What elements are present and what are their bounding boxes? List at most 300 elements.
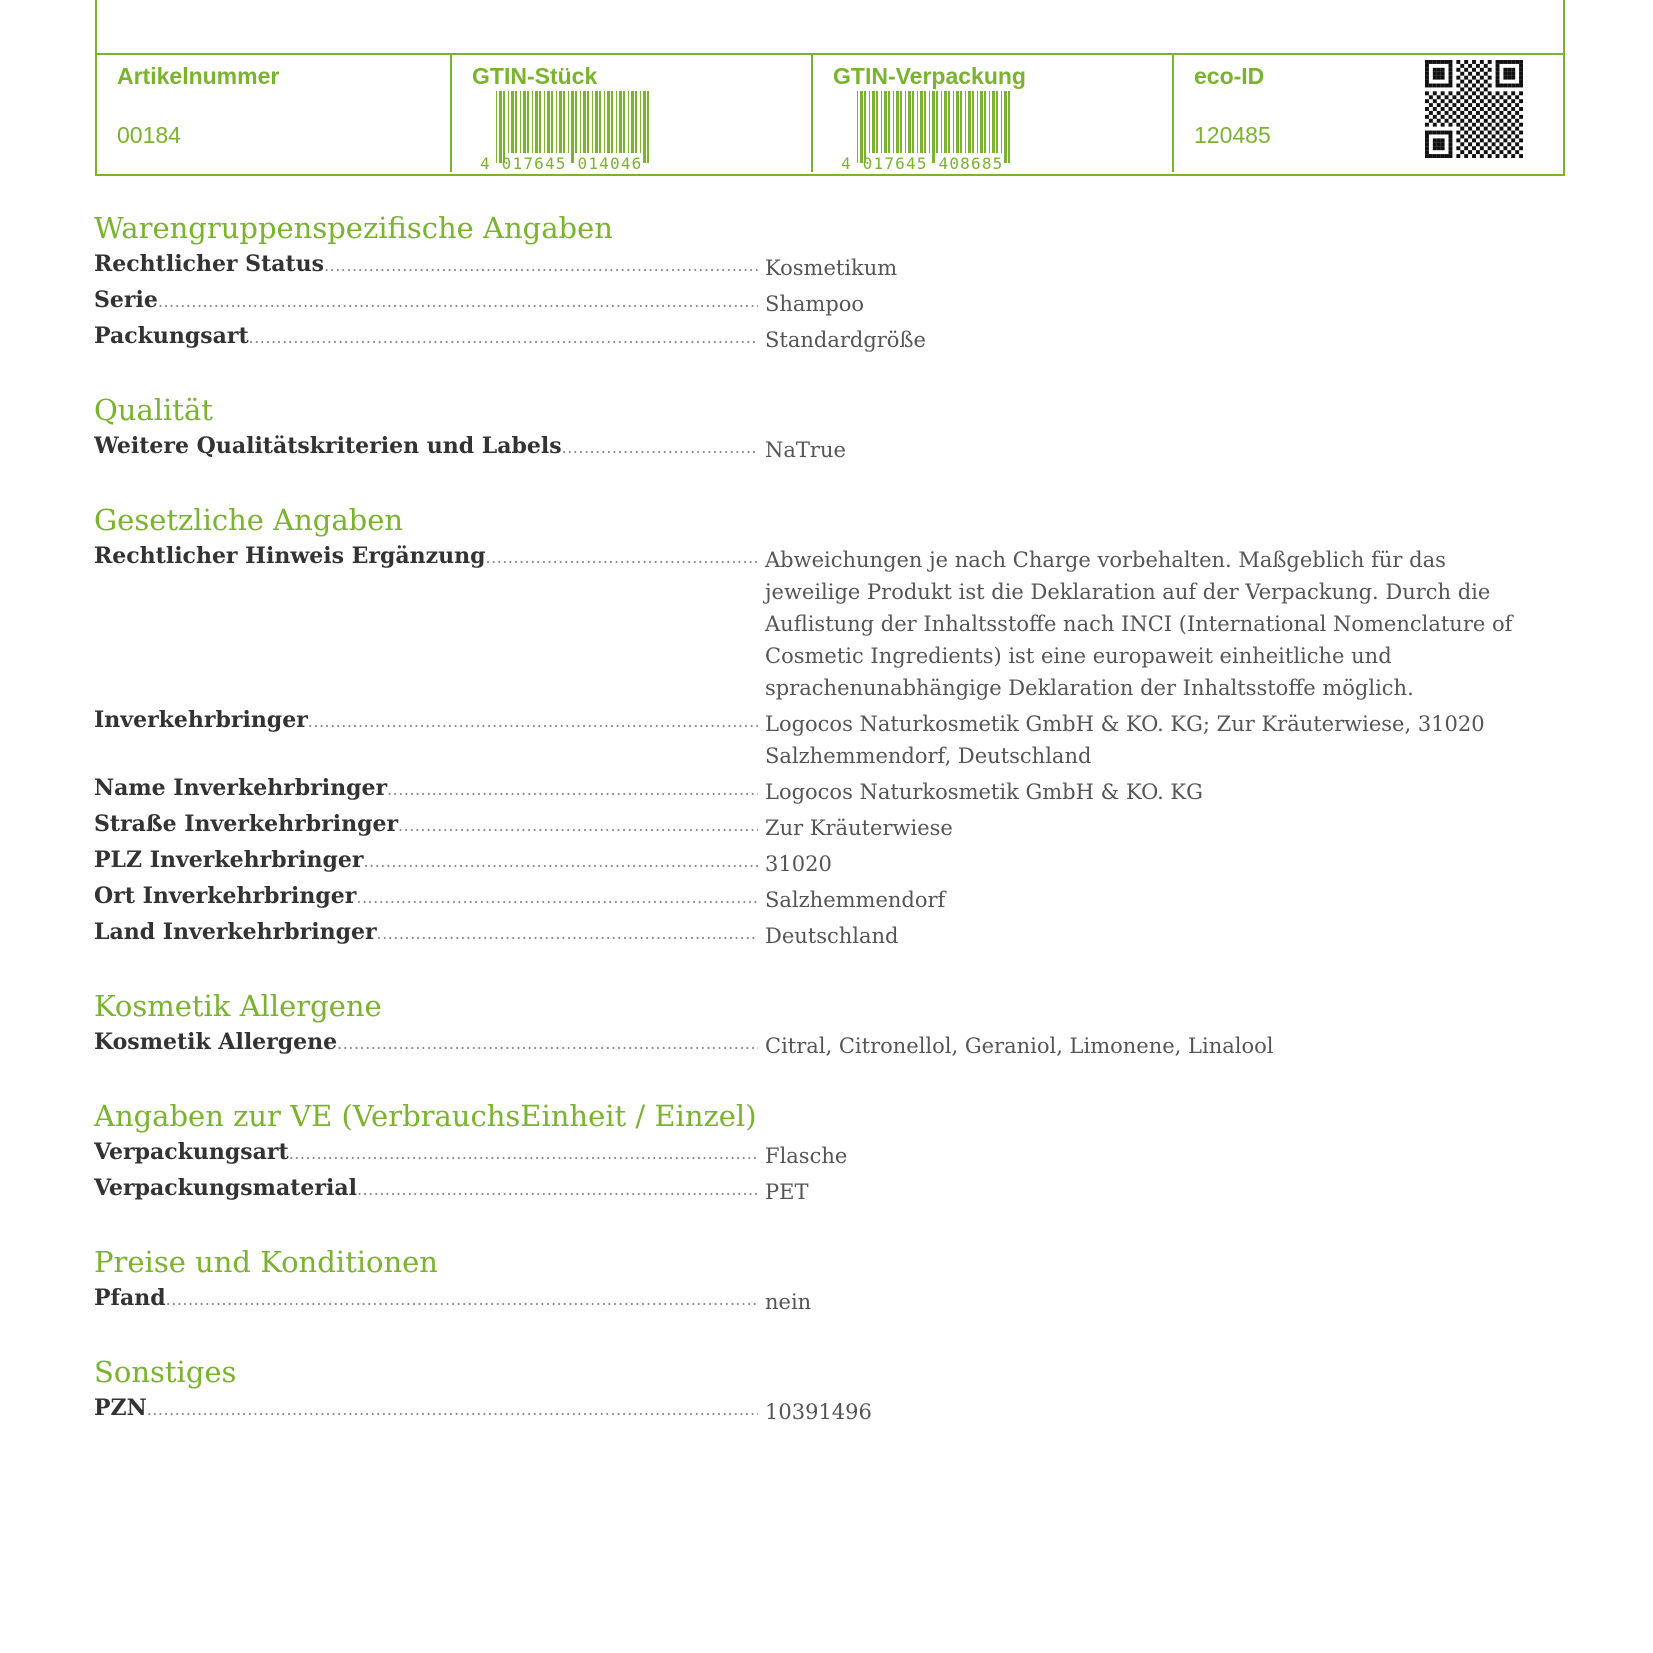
section-title: Sonstiges — [94, 1355, 237, 1389]
qr-module — [1503, 72, 1507, 76]
detail-label: Weitere Qualitätskriterien und Labels ..... — [94, 430, 758, 462]
barcode-bar — [607, 91, 610, 153]
qr-module — [1499, 95, 1503, 99]
qr-module — [1519, 146, 1523, 150]
qr-module — [1437, 95, 1441, 99]
section — [94, 500, 1534, 952]
qr-module — [1484, 142, 1488, 146]
qr-module — [1519, 64, 1523, 68]
qr-module — [1480, 154, 1484, 158]
qr-module — [1472, 146, 1476, 150]
qr-module — [1425, 115, 1429, 119]
qr-module — [1464, 76, 1468, 80]
qr-module — [1503, 76, 1507, 80]
qr-module — [1488, 154, 1492, 158]
qr-module — [1507, 134, 1511, 138]
qr-module — [1460, 142, 1464, 146]
barcode-bar — [508, 91, 509, 153]
barcode-bar — [905, 91, 906, 153]
qr-module — [1511, 72, 1515, 76]
section-title: Gesetzliche Angaben — [94, 503, 404, 537]
qr-module — [1492, 127, 1496, 131]
qr-module — [1519, 115, 1523, 119]
qr-module — [1468, 72, 1472, 76]
qr-module — [1480, 107, 1484, 111]
qr-module — [1437, 68, 1441, 72]
qr-module — [1449, 99, 1453, 103]
qr-module — [1484, 72, 1488, 76]
qr-module — [1445, 95, 1449, 99]
detail-row — [94, 808, 1534, 844]
artikelnummer-label: Artikelnummer — [117, 63, 280, 89]
qr-module — [1507, 72, 1511, 76]
qr-module — [1507, 111, 1511, 115]
qr-module — [1445, 84, 1449, 88]
qr-module — [1507, 95, 1511, 99]
qr-module — [1425, 84, 1429, 88]
barcode-bar — [616, 91, 617, 153]
qr-module — [1472, 154, 1476, 158]
qr-module — [1488, 91, 1492, 95]
barcode-bar — [511, 91, 514, 153]
detail-label: Inverkehrbringer ..... — [94, 704, 758, 736]
qr-module — [1468, 87, 1472, 91]
barcode-bars — [496, 91, 649, 163]
qr-module — [1519, 84, 1523, 88]
qr-module — [1441, 84, 1445, 88]
qr-module — [1425, 80, 1429, 84]
qr-module — [1496, 72, 1500, 76]
gtin-verpackung-barcode — [841, 91, 1021, 171]
qr-module — [1492, 103, 1496, 107]
section-title: Warengruppenspezifische Angaben — [94, 211, 613, 245]
qr-module — [1476, 142, 1480, 146]
barcode-bar — [580, 91, 581, 153]
barcode-bar — [611, 91, 613, 153]
qr-module — [1449, 91, 1453, 95]
barcode-bar — [523, 91, 526, 153]
qr-module — [1452, 103, 1456, 107]
detail-value: Deutschland — [765, 924, 899, 948]
barcode-bar — [893, 91, 894, 153]
detail-row — [94, 284, 1534, 320]
qr-module — [1507, 84, 1511, 88]
detail-value: Flasche — [765, 1144, 848, 1168]
qr-module — [1480, 91, 1484, 95]
qr-module — [1499, 111, 1503, 115]
qr-module — [1503, 91, 1507, 95]
qr-module — [1511, 68, 1515, 72]
qr-module — [1464, 123, 1468, 127]
qr-module — [1519, 99, 1523, 103]
qr-module — [1425, 107, 1429, 111]
qr-module — [1425, 60, 1429, 64]
qr-module — [1449, 84, 1453, 88]
qr-module — [1511, 146, 1515, 150]
qr-module — [1488, 146, 1492, 150]
qr-module — [1460, 72, 1464, 76]
barcode-bar — [948, 91, 950, 153]
qr-module — [1519, 76, 1523, 80]
barcode-bar — [920, 91, 923, 153]
qr-module — [1437, 60, 1441, 64]
barcode-bar — [539, 91, 541, 153]
detail-label: Kosmetik Allergene ..... — [94, 1026, 758, 1058]
qr-module — [1480, 68, 1484, 72]
detail-label: Rechtlicher Status ..... — [94, 248, 758, 280]
qr-module — [1437, 154, 1441, 158]
qr-module — [1456, 138, 1460, 142]
qr-module — [1496, 107, 1500, 111]
qr-module — [1507, 60, 1511, 64]
qr-module — [1499, 119, 1503, 123]
qr-module — [1472, 138, 1476, 142]
qr-module — [1464, 60, 1468, 64]
detail-value: nein — [765, 1290, 812, 1314]
qr-module — [1441, 146, 1445, 150]
qr-module — [1449, 146, 1453, 150]
qr-module — [1519, 91, 1523, 95]
barcode-bar — [520, 91, 521, 153]
qr-module — [1472, 84, 1476, 88]
qr-module — [1429, 60, 1433, 64]
detail-row — [94, 844, 1534, 880]
qr-module — [1515, 119, 1519, 123]
barcode-bar — [575, 91, 577, 153]
qr-module — [1425, 72, 1429, 76]
qr-module — [1464, 131, 1468, 135]
qr-module — [1476, 150, 1480, 154]
qr-module — [1496, 99, 1500, 103]
qr-module — [1460, 95, 1464, 99]
detail-row — [94, 320, 1534, 356]
qr-module — [1449, 107, 1453, 111]
qr-module — [1433, 84, 1437, 88]
qr-module — [1460, 64, 1464, 68]
qr-module — [1476, 72, 1480, 76]
qr-module — [1468, 103, 1472, 107]
qr-module — [1503, 123, 1507, 127]
qr-module — [1429, 119, 1433, 123]
qr-module — [1488, 115, 1492, 119]
detail-row — [94, 430, 1534, 466]
eco-id-cell — [1174, 55, 1563, 171]
qr-module — [1511, 84, 1515, 88]
qr-module — [1496, 64, 1500, 68]
qr-module — [1464, 91, 1468, 95]
qr-module — [1441, 99, 1445, 103]
qr-module — [1449, 134, 1453, 138]
qr-module — [1519, 68, 1523, 72]
qr-module — [1472, 99, 1476, 103]
qr-module — [1503, 60, 1507, 64]
qr-module — [1445, 103, 1449, 107]
section — [94, 1096, 1534, 1208]
qr-module — [1499, 142, 1503, 146]
detail-label: Ort Inverkehrbringer ..... — [94, 880, 758, 912]
section-title: Preise und Konditionen — [94, 1245, 438, 1279]
barcode-bar — [592, 91, 593, 153]
section — [94, 1242, 1534, 1318]
qr-module — [1515, 84, 1519, 88]
gtin-stueck-barcode — [480, 91, 660, 171]
qr-module — [1429, 111, 1433, 115]
qr-module — [1492, 111, 1496, 115]
qr-module — [1503, 99, 1507, 103]
qr-module — [1472, 123, 1476, 127]
detail-row — [94, 248, 1534, 284]
barcode-bar — [884, 91, 887, 153]
qr-module — [1456, 99, 1460, 103]
qr-module — [1499, 84, 1503, 88]
qr-module — [1511, 107, 1515, 111]
qr-module — [1441, 107, 1445, 111]
detail-label: PLZ Inverkehrbringer ..... — [94, 844, 758, 876]
barcode-bar — [583, 91, 586, 153]
detail-value: Logocos Naturkosmetik GmbH & KO. KG; Zur Kräuterwiese, 31020 Salzhemmendorf, Deutschland — [765, 712, 1485, 768]
barcode-bar — [984, 91, 986, 153]
qr-module — [1476, 111, 1480, 115]
qr-module — [1425, 154, 1429, 158]
qr-module — [1433, 99, 1437, 103]
qr-module — [1496, 123, 1500, 127]
barcode-bar — [515, 91, 517, 153]
barcode-bar — [965, 91, 966, 153]
qr-module — [1456, 68, 1460, 72]
qr-code — [1425, 60, 1523, 158]
qr-module — [1449, 76, 1453, 80]
barcode-bar — [864, 91, 866, 163]
detail-label: Straße Inverkehrbringer ..... — [94, 808, 758, 840]
barcode-bar — [992, 91, 995, 153]
detail-value: PET — [765, 1180, 809, 1204]
qr-module — [1425, 150, 1429, 154]
barcode-bar — [503, 91, 505, 163]
barcode-bar — [635, 91, 637, 153]
gtin-verpackung-label: GTIN-Verpackung — [833, 63, 1026, 89]
qr-module — [1456, 115, 1460, 119]
qr-module — [1484, 103, 1488, 107]
qr-module — [1433, 138, 1437, 142]
qr-module — [1425, 76, 1429, 80]
qr-module — [1429, 103, 1433, 107]
qr-module — [1456, 76, 1460, 80]
qr-module — [1515, 60, 1519, 64]
qr-module — [1496, 80, 1500, 84]
qr-module — [1480, 99, 1484, 103]
qr-module — [1511, 60, 1515, 64]
qr-module — [1449, 115, 1453, 119]
detail-row — [94, 1282, 1534, 1318]
qr-module — [1472, 60, 1476, 64]
qr-module — [1492, 142, 1496, 146]
qr-module — [1503, 107, 1507, 111]
qr-module — [1515, 150, 1519, 154]
qr-module — [1480, 115, 1484, 119]
qr-module — [1460, 150, 1464, 154]
qr-module — [1515, 142, 1519, 146]
qr-module — [1456, 146, 1460, 150]
barcode-bar — [1008, 91, 1010, 163]
qr-module — [1484, 64, 1488, 68]
barcode-bar — [977, 91, 978, 153]
qr-module — [1433, 131, 1437, 135]
gtin-stueck-label: GTIN-Stück — [472, 63, 598, 89]
qr-module — [1488, 138, 1492, 142]
barcode-bar — [604, 91, 605, 153]
qr-module — [1507, 103, 1511, 107]
qr-module — [1433, 142, 1437, 146]
qr-module — [1480, 138, 1484, 142]
qr-module — [1515, 103, 1519, 107]
qr-module — [1472, 68, 1476, 72]
qr-module — [1468, 80, 1472, 84]
barcode-bar — [944, 91, 947, 153]
section-title: Kosmetik Allergene — [94, 989, 382, 1023]
detail-value: Kosmetikum — [765, 256, 898, 280]
qr-module — [1425, 64, 1429, 68]
qr-module — [1503, 138, 1507, 142]
qr-module — [1452, 119, 1456, 123]
detail-label: Verpackungsmaterial ..... — [94, 1172, 758, 1204]
qr-module — [1468, 127, 1472, 131]
barcode-bar — [1001, 91, 1002, 153]
qr-module — [1476, 127, 1480, 131]
qr-module — [1480, 131, 1484, 135]
detail-label: PZN ..... — [94, 1392, 758, 1424]
qr-module — [1441, 154, 1445, 158]
gtin-verpackung-cell — [813, 55, 1172, 171]
qr-module — [1503, 131, 1507, 135]
barcode-bar — [556, 91, 557, 153]
qr-module — [1507, 150, 1511, 154]
qr-module — [1484, 119, 1488, 123]
qr-module — [1460, 87, 1464, 91]
barcode-bar — [532, 91, 533, 153]
detail-row — [94, 880, 1534, 916]
barcode-bar — [619, 91, 622, 153]
qr-module — [1507, 68, 1511, 72]
qr-module — [1496, 138, 1500, 142]
qr-module — [1456, 60, 1460, 64]
barcode-bar — [996, 91, 998, 153]
qr-module — [1476, 119, 1480, 123]
qr-module — [1507, 127, 1511, 131]
qr-module — [1472, 107, 1476, 111]
gtin-stueck-cell — [452, 55, 811, 171]
qr-module — [1503, 146, 1507, 150]
qr-module — [1437, 76, 1441, 80]
qr-module — [1449, 138, 1453, 142]
qr-module — [1472, 76, 1476, 80]
qr-module — [1449, 142, 1453, 146]
barcode-bar — [900, 91, 902, 153]
detail-value: Shampoo — [765, 292, 865, 316]
qr-module — [1460, 103, 1464, 107]
qr-module — [1437, 142, 1441, 146]
qr-module — [1445, 111, 1449, 115]
barcode-bar — [960, 91, 962, 153]
qr-module — [1441, 60, 1445, 64]
detail-label: Serie ..... — [94, 284, 758, 316]
qr-module — [1452, 95, 1456, 99]
product-details — [94, 208, 1534, 1462]
qr-module — [1456, 107, 1460, 111]
qr-module — [1484, 134, 1488, 138]
qr-module — [1511, 138, 1515, 142]
qr-module — [1449, 80, 1453, 84]
barcode-bar — [912, 91, 914, 153]
qr-module — [1441, 123, 1445, 127]
qr-module — [1480, 76, 1484, 80]
qr-module — [1433, 60, 1437, 64]
qr-module — [1472, 91, 1476, 95]
qr-module — [1429, 84, 1433, 88]
qr-module — [1449, 150, 1453, 154]
qr-module — [1484, 87, 1488, 91]
qr-module — [1437, 111, 1441, 115]
detail-value: Zur Kräuterwiese — [765, 816, 953, 840]
detail-row — [94, 1392, 1534, 1428]
qr-module — [1437, 103, 1441, 107]
qr-module — [1515, 134, 1519, 138]
qr-module — [1433, 146, 1437, 150]
qr-module — [1488, 84, 1492, 88]
qr-module — [1449, 68, 1453, 72]
qr-module — [1476, 64, 1480, 68]
eco-id-label: eco-ID — [1194, 63, 1265, 89]
barcode-bar — [924, 91, 926, 153]
qr-module — [1492, 119, 1496, 123]
qr-module — [1425, 142, 1429, 146]
qr-module — [1488, 60, 1492, 64]
qr-module — [1445, 119, 1449, 123]
qr-module — [1496, 115, 1500, 119]
detail-value: Standardgröße — [765, 328, 926, 352]
qr-module — [1492, 95, 1496, 99]
qr-module — [1484, 150, 1488, 154]
qr-module — [1515, 95, 1519, 99]
barcode-bar — [972, 91, 974, 153]
qr-module — [1476, 134, 1480, 138]
barcode-bar — [917, 91, 918, 153]
qr-module — [1488, 131, 1492, 135]
qr-module — [1496, 91, 1500, 95]
qr-module — [1425, 146, 1429, 150]
section — [94, 1352, 1534, 1428]
barcode-bar — [857, 91, 858, 163]
detail-value: Citral, Citronellol, Geraniol, Limonene, Linalool — [765, 1034, 1274, 1058]
barcode-bar — [860, 91, 863, 163]
qr-module — [1480, 60, 1484, 64]
barcode-bar — [956, 91, 959, 153]
detail-value: 10391496 — [765, 1400, 872, 1424]
qr-module — [1511, 131, 1515, 135]
qr-module — [1445, 154, 1449, 158]
qr-module — [1468, 64, 1472, 68]
barcode-bar — [881, 91, 882, 153]
barcode-bar — [527, 91, 529, 153]
qr-module — [1519, 72, 1523, 76]
qr-module — [1484, 95, 1488, 99]
barcode-bar — [535, 91, 538, 153]
qr-module — [1449, 131, 1453, 135]
qr-module — [1507, 119, 1511, 123]
qr-module — [1425, 91, 1429, 95]
gtin-verpackung-digits: 4 017645 408685 — [841, 154, 1004, 171]
qr-module — [1425, 123, 1429, 127]
qr-module — [1515, 111, 1519, 115]
